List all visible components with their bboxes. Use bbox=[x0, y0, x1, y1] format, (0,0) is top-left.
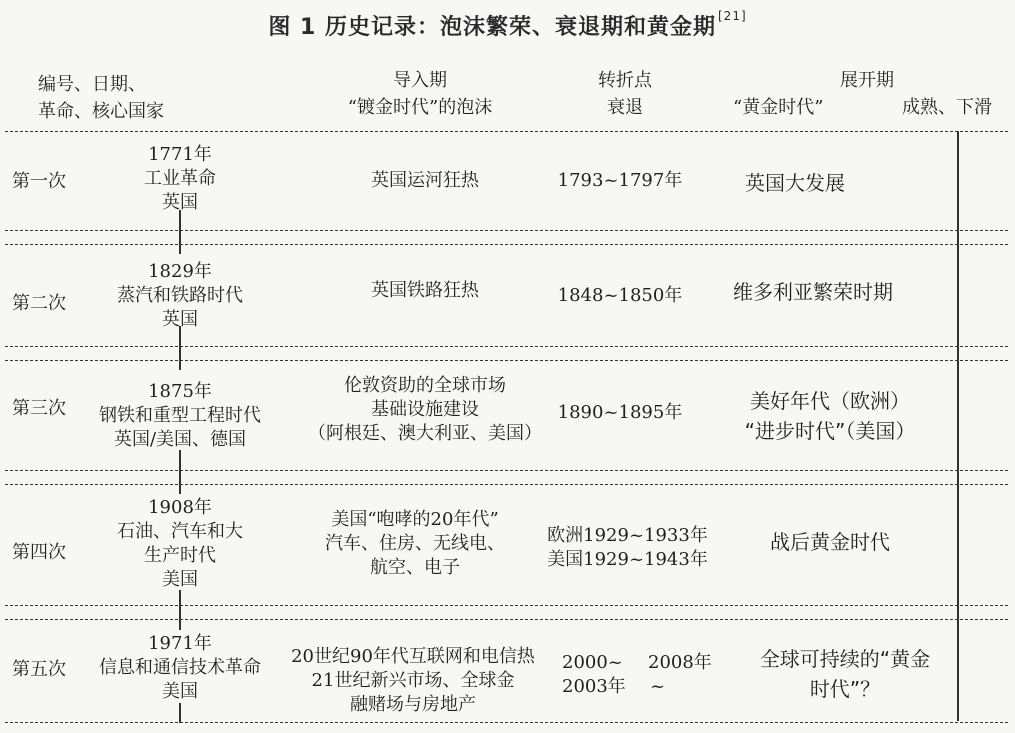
row-golden-age bbox=[730, 527, 930, 557]
row-turning-point-a bbox=[562, 651, 642, 699]
row-year: 1971年 bbox=[148, 633, 212, 654]
golden-line: 美好年代（欧洲） bbox=[750, 389, 910, 413]
row-separator bbox=[5, 484, 1008, 485]
timeline-connector bbox=[179, 590, 181, 630]
header-col1 bbox=[38, 71, 198, 125]
row-revolution-block bbox=[100, 143, 260, 215]
golden-line: 英国大发展 bbox=[745, 171, 845, 195]
row-country: 美国 bbox=[162, 681, 198, 702]
row-label: 第四次 bbox=[12, 542, 66, 563]
row-separator bbox=[5, 230, 1008, 231]
row-country: 英国 bbox=[162, 309, 198, 330]
row-revolution: 钢铁和重型工程时代 bbox=[99, 405, 261, 426]
row-country: 英国/美国、德国 bbox=[113, 429, 247, 450]
bubble-line: 基础设施建设 bbox=[371, 399, 479, 420]
bubble-line: 融赌场与房地产 bbox=[350, 694, 476, 715]
row-country: 英国 bbox=[162, 192, 198, 213]
row-revolution: 工业革命 bbox=[144, 168, 216, 189]
figure-title-text: 图 1 历史记录：泡沫繁荣、衰退期和黄金期 bbox=[268, 15, 716, 40]
bubble-line: 20世纪90年代互联网和电信热 bbox=[291, 646, 535, 667]
row-turning-point bbox=[545, 284, 695, 308]
row-separator bbox=[5, 244, 1008, 245]
row-revolution: 蒸汽和铁路时代 bbox=[117, 285, 243, 306]
turning-line: 美国1929~1943年 bbox=[547, 549, 708, 570]
header-col1-line2: 革命、核心国家 bbox=[38, 101, 164, 122]
row-revolution-block bbox=[70, 380, 290, 452]
row-golden-age bbox=[725, 644, 965, 704]
turning-line: ~ bbox=[650, 676, 666, 697]
turning-line: 欧洲1929~1933年 bbox=[547, 525, 708, 546]
row-revolution-block bbox=[90, 496, 270, 592]
timeline-connector bbox=[179, 703, 181, 723]
turning-line: 2008年 bbox=[648, 652, 712, 673]
row-revolution-block bbox=[95, 260, 265, 332]
golden-line: 维多利亚繁荣时期 bbox=[733, 280, 893, 304]
row-golden-age bbox=[705, 386, 955, 446]
row-golden-age bbox=[733, 277, 953, 307]
row-label: 第一次 bbox=[12, 171, 66, 192]
table-bottom-separator bbox=[5, 722, 1008, 723]
timeline-connector bbox=[179, 450, 181, 494]
header-col2 bbox=[305, 67, 535, 121]
row-bubble bbox=[290, 169, 560, 193]
header-col4-mature: 成熟、下滑 bbox=[902, 97, 992, 118]
row-turning-point bbox=[545, 401, 695, 425]
turning-line: 2000~ bbox=[562, 652, 623, 673]
row-year: 1875年 bbox=[148, 381, 212, 402]
row-year: 1771年 bbox=[148, 144, 212, 165]
row-turning-point bbox=[545, 524, 710, 572]
row-separator bbox=[5, 619, 1008, 620]
header-col3 bbox=[565, 67, 685, 121]
row-turning-point bbox=[545, 169, 695, 193]
bubble-line: 航空、电子 bbox=[370, 557, 460, 578]
header-col3-line2: 衰退 bbox=[607, 97, 643, 118]
bubble-line: 伦敦资助的全球市场 bbox=[344, 375, 506, 396]
bubble-line: 21世纪新兴市场、全球金 bbox=[311, 670, 515, 691]
bubble-line: 美国“咆哮的20年代” bbox=[331, 509, 499, 530]
turning-line: 1890~1895年 bbox=[557, 402, 683, 423]
header-col2-line1: 导入期 bbox=[393, 70, 447, 91]
row-separator bbox=[5, 360, 1008, 361]
row-year: 1829年 bbox=[148, 261, 212, 282]
header-separator bbox=[5, 131, 1008, 132]
timeline-connector bbox=[179, 210, 181, 254]
row-bubble bbox=[268, 645, 558, 717]
row-country: 美国 bbox=[162, 569, 198, 590]
row-label: 第二次 bbox=[12, 293, 66, 314]
bubble-line: （阿根廷、澳大利亚、美国） bbox=[308, 423, 542, 444]
header-col2-line2: “镀金时代”的泡沫 bbox=[347, 97, 493, 118]
row-bubble bbox=[290, 279, 560, 303]
golden-line: 战后黄金时代 bbox=[770, 530, 890, 554]
turning-line: 1848~1850年 bbox=[557, 285, 683, 306]
figure-title-ref: [21] bbox=[718, 8, 747, 23]
turning-line: 2003年 bbox=[562, 676, 626, 697]
header-col1-line1: 编号、日期、 bbox=[38, 74, 146, 95]
row-separator bbox=[5, 605, 1008, 606]
row-label: 第五次 bbox=[12, 659, 66, 680]
figure-title bbox=[0, 10, 1015, 41]
header-col4-title: 展开期 bbox=[840, 70, 894, 91]
row-revolution: 信息和通信技术革命 bbox=[99, 657, 261, 678]
row-revolution-block bbox=[80, 632, 280, 704]
row-golden-age bbox=[705, 168, 885, 198]
maturity-column-line bbox=[957, 131, 959, 721]
row-bubble bbox=[280, 508, 550, 580]
header-col4-golden: “黄金时代” bbox=[733, 97, 824, 118]
bubble-line: 英国运河狂热 bbox=[371, 170, 479, 191]
bubble-line: 汽车、住房、无线电、 bbox=[325, 533, 505, 554]
bubble-line: 英国铁路狂热 bbox=[371, 280, 479, 301]
row-separator bbox=[5, 346, 1008, 347]
row-label: 第三次 bbox=[12, 398, 66, 419]
golden-line: 全球可持续的“黄金 bbox=[759, 647, 931, 671]
golden-line: 时代”？ bbox=[809, 677, 881, 701]
row-revolution: 石油、汽车和大 bbox=[117, 521, 243, 542]
row-bubble bbox=[280, 374, 570, 446]
timeline-connector bbox=[179, 326, 181, 370]
row-revolution-cont: 生产时代 bbox=[144, 545, 216, 566]
golden-line: “进步时代”（美国） bbox=[744, 419, 916, 443]
row-year: 1908年 bbox=[148, 497, 212, 518]
row-turning-point-b bbox=[648, 651, 718, 699]
header-col3-line1: 转折点 bbox=[598, 70, 652, 91]
turning-line: 1793~1797年 bbox=[557, 170, 683, 191]
row-separator bbox=[5, 470, 1008, 471]
